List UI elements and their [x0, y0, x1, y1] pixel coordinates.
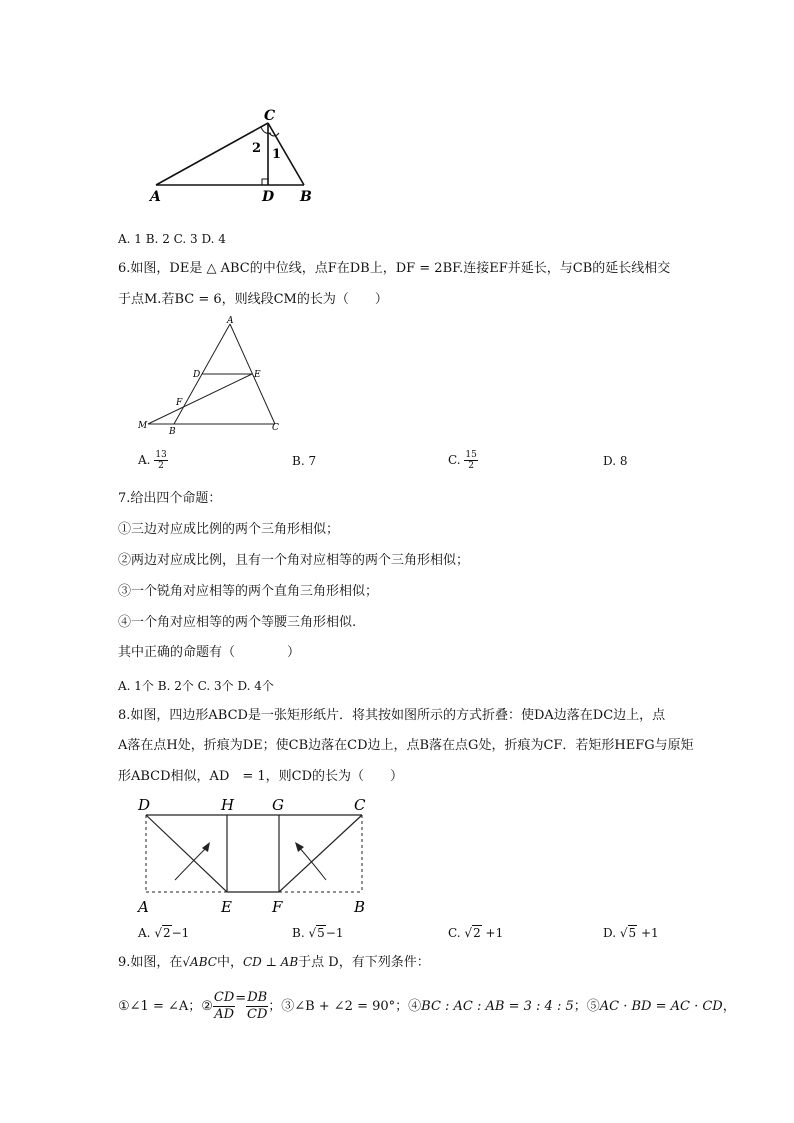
q8-option-a: A. √2−1: [138, 926, 190, 940]
label-a3: A: [138, 898, 149, 916]
label-d2: D: [193, 370, 201, 380]
label-f2: F: [176, 398, 183, 408]
label-b: B: [300, 189, 312, 205]
label-c: C: [264, 108, 276, 124]
label-d3: D: [138, 796, 151, 814]
q8-stem-line2: A落在点H处，折痕为DE；使CB边落在CD边上，点B落在点G处，折痕为CF．若矩形HEFG与原矩: [118, 738, 694, 753]
label-b2: B: [169, 427, 176, 437]
label-c3: C: [354, 796, 366, 814]
q8-stem-line1: 8.如图，四边形ABCD是一张矩形纸片．将其按如图所示的方式折叠：使DA边落在DC边上，点: [118, 708, 666, 723]
q6-option-d: D. 8: [603, 454, 628, 468]
folded-rectangle-figure: [130, 792, 380, 918]
q9-stem: 9.如图，在√ABC中，CD ⊥ AB于点 D，有下列条件：: [118, 955, 430, 970]
label-e2: E: [254, 370, 261, 380]
label-g3: G: [272, 796, 284, 814]
q7-stem: 7.给出四个命题：: [118, 491, 222, 506]
q6-stem-line1: 6.如图，DE是 △ ABC的中位线，点F在DB上，DF = 2BF.连接EF并延长，与CB的延长线相交: [118, 261, 671, 276]
q6-option-a: A. $\frac{13}{2}$: [138, 450, 167, 471]
q7-question: 其中正确的命题有（ ）: [118, 645, 301, 660]
q7-item-3: ③一个锐角对应相等的两个直角三角形相似；: [118, 584, 379, 599]
label-c2: C: [272, 423, 279, 433]
q8-option-c: C. √2 +1: [448, 926, 504, 940]
q7-item-4: ④一个角对应相等的两个等腰三角形相似.: [118, 615, 357, 630]
q6-option-b: B. 7: [292, 454, 317, 468]
label-a: A: [150, 189, 161, 205]
label-a2: A: [227, 316, 234, 326]
triangle-altitude-figure: [140, 105, 340, 210]
label-angle-1: 1: [272, 147, 282, 162]
q7-item-1: ①三边对应成比例的两个三角形相似；: [118, 522, 340, 537]
q8-option-b: B. √5−1: [292, 926, 344, 940]
midline-triangle-figure: [130, 312, 300, 437]
q8-stem-line3: 形ABCD相似，AD = 1，则CD的长为（ ）: [118, 769, 404, 784]
q5-options: A. 1 B. 2 C. 3 D. 4: [118, 232, 226, 246]
q7-item-2: ②两边对应成比例，且有一个角对应相等的两个三角形相似；: [118, 553, 470, 568]
label-b3: B: [354, 898, 366, 916]
q9-conditions: ①∠1 = ∠A；② $\frac{CD}{AD}$ = $\frac{DB}{CD}$ ；③∠B + ∠2 = 90°；④BC : AC : AB = 3 : 4 : 5；⑤AC · BD = AC · CD，: [118, 990, 736, 1022]
q6-stem-line2: 于点M.若BC = 6，则线段CM的长为（ ）: [118, 292, 388, 307]
q6-option-c: C. $\frac{15}{2}$: [448, 450, 477, 471]
label-h3: H: [221, 796, 235, 814]
label-m2: M: [138, 421, 148, 431]
q7-options: A. 1个 B. 2个 C. 3个 D. 4个: [118, 679, 274, 693]
q8-option-d: D. √5 +1: [603, 926, 659, 940]
label-e3: E: [221, 898, 232, 916]
label-angle-2: 2: [252, 141, 262, 156]
label-d: D: [262, 189, 275, 205]
label-f3: F: [272, 898, 283, 916]
